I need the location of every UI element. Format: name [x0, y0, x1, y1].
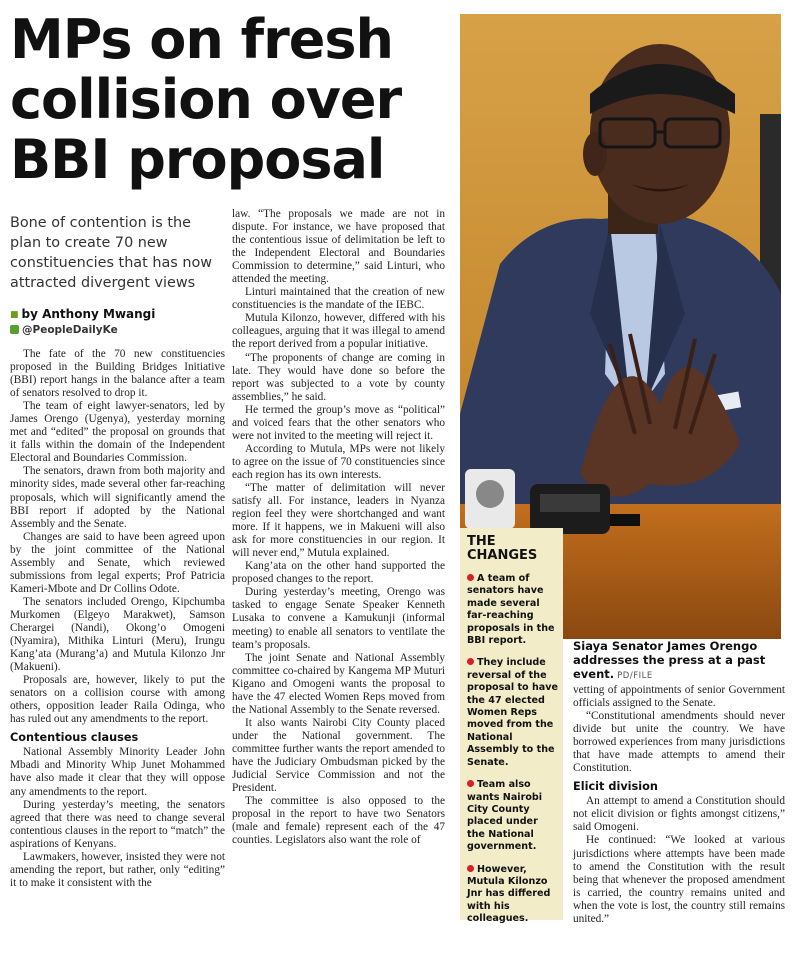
red-bullet-icon [467, 780, 474, 787]
article-column-1 [10, 348, 225, 890]
byline [10, 307, 225, 337]
twitter-handle: @PeopleDailyKe [22, 324, 118, 336]
paragraph: Changes are said to have been agreed upon by the joint committee of the National Assembly and Senate, which reviewed submissions from legal experts; Prof Patricia Kameri-Mbote and Dr Collins Odote. [10, 530, 225, 595]
red-bullet-icon [467, 574, 474, 581]
paragraph: “The matter of delimitation will never satisfy all. For instance, leaders in Nyanza region feel they were shortchanged and want more. If it happens, we in Makueni will also ask for more constituencies in our region. It will never end,” Mutula explained. [232, 481, 445, 560]
article-column-2 [232, 208, 445, 847]
standfirst-line: plan to create 70 new [10, 235, 168, 251]
paragraph: Proposals are, however, likely to put the senators on a collision course with among others, opposition leader Raila Odinga, who has ruled out any amendments to the report. [10, 674, 225, 726]
changes-item [467, 657, 559, 769]
paragraph: An attempt to amend a Constitution should not elicit division or fights amongst citizens,” said Omogeni. [573, 795, 785, 834]
headline-line: BBI proposal [10, 128, 385, 191]
paragraph: Mutula Kilonzo, however, differed with his colleagues, arguing that it was illegal to amend the report derived from a popular initiative. [232, 312, 445, 351]
author-name: by Anthony Mwangi [21, 307, 156, 321]
paragraph: The senators included Orengo, Kipchumba Murkomen (Elgeyo Marakwet), Samson Cherargei (Nandi), Okong’o Omogeni (Nyamira), Mithika Linturi (Meru), Irungu Kang’ata (Murang’a) and Mutula Kilonzo Jnr (Makueni). [10, 595, 225, 674]
paragraph: The committee is also opposed to the proposal in the report to have two Senators (male and female) represent each of the 47 counties. Legislators also want the role of [232, 795, 445, 847]
paragraph: “The proponents of change are coming in late. They would have done so before the report was subjected to a vote by county assemblies,” he said. [232, 351, 445, 403]
changes-title-line: THE [467, 534, 496, 549]
paragraph: The fate of the 70 new constituencies proposed in the Building Bridges Initiative (BBI) report hangs in the balance after a team of senators resolved to drop it. [10, 348, 225, 400]
changes-item-text: However, Mutula Kilonzo Jnr has differed with his colleagues. [467, 863, 551, 925]
standfirst-line: attracted divergent views [10, 275, 196, 291]
paragraph: The senators, drawn from both majority and minority sides, made several other far-reaching proposals, which will significantly amend the BBI report if adopted by the National Assembly and the Senate. [10, 465, 225, 530]
paragraph: The joint Senate and National Assembly committee co-chaired by Kangema MP Muturi Kigano and Omogeni wants the proposal to have the 47 elected Women Reps moved from the National Assembly to the Senate reversed. [232, 651, 445, 716]
paragraph: The team of eight lawyer-senators, led by James Orengo (Ugenya), yesterday morning met and “edited” the proposal on grounds that it falls within the domain of the Independent Electoral and Boundaries Commission. [10, 400, 225, 465]
changes-title-line: CHANGES [467, 548, 538, 563]
paragraph: According to Mutula, MPs were not likely to agree on the issue of 70 constituencies since each region has its own interests. [232, 442, 445, 481]
article-column-4 [573, 684, 785, 926]
changes-item [467, 864, 559, 926]
headline [10, 10, 460, 190]
standfirst [10, 213, 225, 293]
photo-caption [573, 639, 785, 683]
caption-text: Siaya Senator James Orengo addresses the press at a past event. [573, 639, 766, 681]
photo-credit: PD/FILE [617, 671, 653, 681]
square-bullet-icon: ■ [10, 310, 19, 320]
red-bullet-icon [467, 658, 474, 665]
paragraph: vetting of appointments of senior Government officials assigned to the Senate. [573, 684, 785, 710]
twitter-handle-line [10, 323, 225, 337]
twitter-icon [10, 325, 19, 334]
paragraph: During yesterday’s meeting, the senators agreed that there was need to change several contentious clauses in the report to “match” the aspirations of Kenyans. [10, 798, 225, 850]
headline-line: MPs on fresh [10, 8, 393, 71]
changes-title [467, 535, 559, 563]
paragraph: During yesterday’s meeting, Orengo was tasked to engage Senate Speaker Kenneth Lusaka to convene a Kamukunji (informal meeting) to enable all senators to ventilate the team’s proposals. [232, 586, 445, 651]
standfirst-line: constituencies that has now [10, 255, 213, 271]
changes-item [467, 573, 559, 647]
subheading-contentious-clauses: Contentious clauses [10, 731, 139, 745]
changes-item-text: They include reversal of the proposal to have the 47 elected Women Reps moved from the National Assembly to the Senate. [467, 657, 559, 768]
paragraph: He termed the group’s move as “political” and voiced fears that the other senators who were not invited to the meeting will reject it. [232, 403, 445, 442]
paragraph: National Assembly Minority Leader John Mbadi and Minority Whip Junet Mohammed have also made it clear that they will oppose any amendments to the report. [10, 746, 225, 798]
author-line [10, 307, 225, 323]
paragraph: law. “The proposals we made are not in dispute. For instance, we have proposed that the contentious issue of delimitation be left to the Independent Electoral and Boundaries Commission to determine,” said Linturi, who attended the meeting. [232, 208, 445, 286]
changes-item [467, 779, 559, 853]
paragraph: Lawmakers, however, insisted they were not amending the report, but rather, only “editing” it to make it consistent with the [10, 850, 225, 889]
red-bullet-icon [467, 865, 474, 872]
subheading-elicit-division: Elicit division [573, 780, 658, 794]
changes-item-text: Team also wants Nairobi City County placed under the National government. [467, 779, 543, 853]
headline-line: collision over [10, 68, 402, 131]
the-changes-box [460, 528, 563, 925]
standfirst-line: Bone of contention is the [10, 215, 191, 231]
paragraph: Kang’ata on the other hand supported the proposed changes to the report. [232, 560, 445, 586]
paragraph: He continued: “We looked at various jurisdictions where attempts have been made to amend the Constitution with the result being that whenever the proposed amendment is carried, the country remains united and when the vote is lost, the country still remains united.” [573, 834, 785, 925]
paragraph: “Constitutional amendments should never divide but unite the country. We have borrowed experiences from many jurisdictions that have made attempts to amend their Constitution. [573, 710, 785, 775]
paragraph: It also wants Nairobi City County placed under the National government. The committee further wants the report amended to have the Judiciary Ombudsman picked by the Judicial Service Commission and not the President. [232, 716, 445, 795]
changes-item-text: A team of senators have made several far-reaching proposals in the BBI report. [467, 573, 555, 647]
paragraph: Linturi maintained that the creation of new constituencies is the mandate of the IEBC. [232, 286, 445, 312]
